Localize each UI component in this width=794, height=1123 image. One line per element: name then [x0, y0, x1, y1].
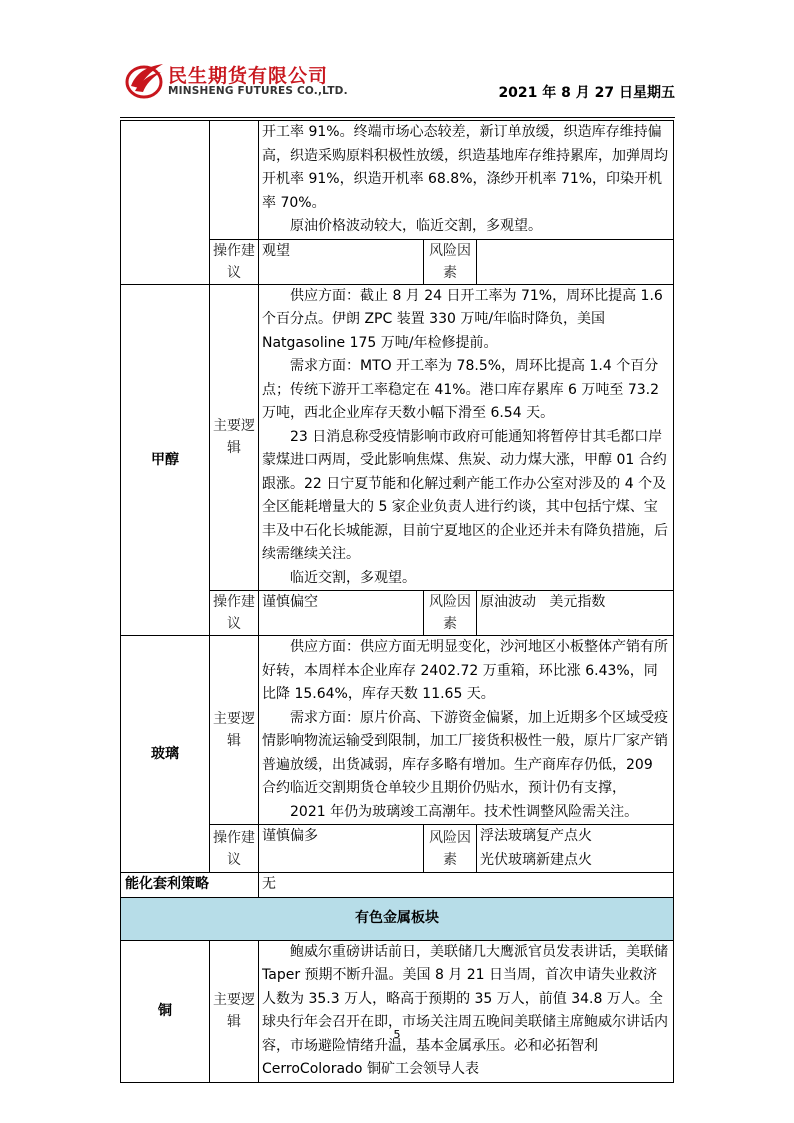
company-name-en: MINSHENG FUTURES CO.,LTD. [168, 85, 348, 97]
commodity-table [120, 120, 674, 1083]
op-value: 谨慎偏多 [259, 825, 424, 873]
copper-paragraph: 鲍威尔重磅讲话前日，美联储几大鹰派官员发表讲话，美联储 Taper 预期不断升温。美国 8 月 21 日当周，首次申请失业救济人数为 35.3 万人，略高于预期的 35 万人，前值 34.8 万人。全球央行年会召开在即，市场关注周五晚间美联储主席鲍威尔讲话内容，市场避险情绪升温，基本金属承压。必和必拓智利 CerroColorado 铜矿工会领导人表 [262, 943, 668, 1077]
logic-label-cell-empty [210, 121, 259, 240]
category-cell-continued [121, 121, 210, 285]
glass-conclusion: 2021 年仍为玻璃竣工高潮年。技术性调整风险需关注。 [290, 803, 639, 820]
methanol-logic [259, 284, 674, 591]
table-row [121, 636, 674, 825]
op-value: 观望 [259, 239, 424, 284]
category-methanol: 甲醇 [121, 284, 210, 636]
risk-value [477, 239, 674, 284]
logic-label: 主要逻辑 [210, 284, 259, 591]
risk-value [477, 825, 674, 873]
table-row [121, 284, 674, 591]
header-divider [120, 117, 675, 118]
risk-label: 风险因素 [424, 239, 477, 284]
page-header [120, 58, 675, 108]
methanol-conclusion: 临近交割，多观望。 [290, 569, 416, 586]
table-row [121, 121, 674, 240]
glass-supply: 供应方面：供应方面无明显变化，沙河地区小板整体产销有所好转，本周样本企业库存 2402.72 万重箱，环比涨 6.43%，同比降 15.64%，库存天数 11.65 天。 [262, 639, 668, 702]
op-label: 操作建议 [210, 591, 259, 636]
table-row [121, 873, 674, 898]
risk-label: 风险因素 [424, 591, 477, 636]
risk-value: 原油波动 美元指数 [477, 591, 674, 636]
category-glass: 玻璃 [121, 636, 210, 873]
continued-conclusion: 原油价格波动较大，临近交割，多观望。 [290, 218, 542, 234]
continued-paragraph: 开工率 91%。终端市场心态较差，新订单放缓，织造库存维持偏高，织造采购原料积极性放缓，织造基地库存维持累库，加弹周均开机率 91%，织造开机率 68.8%，涤纱开机率 71%，印染开机率 70%。 [262, 124, 668, 211]
table-row [121, 897, 674, 940]
report-date: 2021 年 8 月 27 日星期五 [498, 85, 675, 101]
risk-item: 浮法玻璃复产点火 [480, 828, 592, 844]
methanol-news: 23 日消息称受疫情影响市政府可能通知将暂停甘其毛都口岸蒙煤进口两周，受此影响焦煤、焦炭、动力煤大涨，甲醇 01 合约跟涨。22 日宁夏节能和化解过剩产能工作办公室对涉及的 4 个及全区能耗增量大的 5 家企业负责人进行约谈，其中包括宁煤、宝丰及中石化长城能源，目前宁夏地区的企业还并未有降负措施，后续需继续关注。 [262, 428, 668, 562]
op-label: 操作建议 [210, 825, 259, 873]
op-label: 操作建议 [210, 239, 259, 284]
section-title: 有色金属板块 [121, 897, 674, 940]
risk-item: 光伏玻璃新建点火 [480, 851, 592, 868]
table-row [121, 940, 674, 1082]
glass-logic [259, 636, 674, 825]
risk-label: 风险因素 [424, 825, 477, 873]
strategy-label: 能化套利策略 [121, 873, 259, 898]
category-copper: 铜 [121, 940, 210, 1082]
page-number: 5 [393, 1028, 401, 1041]
glass-demand: 需求方面：原片价高、下游资金偏紧，加上近期多个区域受疫情影响物流运输受到限制，加工厂接货积极性一般，原片厂家产销普遍放缓，出货减弱，库存多略有增加。生产商库存仍低，209 合约临近交割期货仓单较少且期价仍贴水，预计仍有支撑， [262, 709, 668, 796]
op-value: 谨慎偏空 [259, 591, 424, 636]
logic-label: 主要逻辑 [210, 636, 259, 825]
minsheng-logo-icon [125, 58, 165, 100]
strategy-value: 无 [259, 873, 674, 898]
logic-content-continued [259, 121, 674, 240]
logic-label: 主要逻辑 [210, 940, 259, 1082]
copper-logic [259, 940, 674, 1082]
methanol-demand: 需求方面：MTO 开工率为 78.5%，周环比提高 1.4 个百分点；传统下游开工率稳定在 41%。港口库存累库 6 万吨至 73.2 万吨，西北企业库存天数小幅下滑至 6.54 天。 [262, 358, 659, 421]
company-name-cn: 民生期货有限公司 [168, 65, 329, 87]
methanol-supply: 供应方面：截止 8 月 24 日开工率为 71%，周环比提高 1.6 个百分点。伊朗 ZPC 装置 330 万吨/年临时降负，美国 Natgasoline 175 万吨/年检修提前。 [262, 287, 663, 351]
